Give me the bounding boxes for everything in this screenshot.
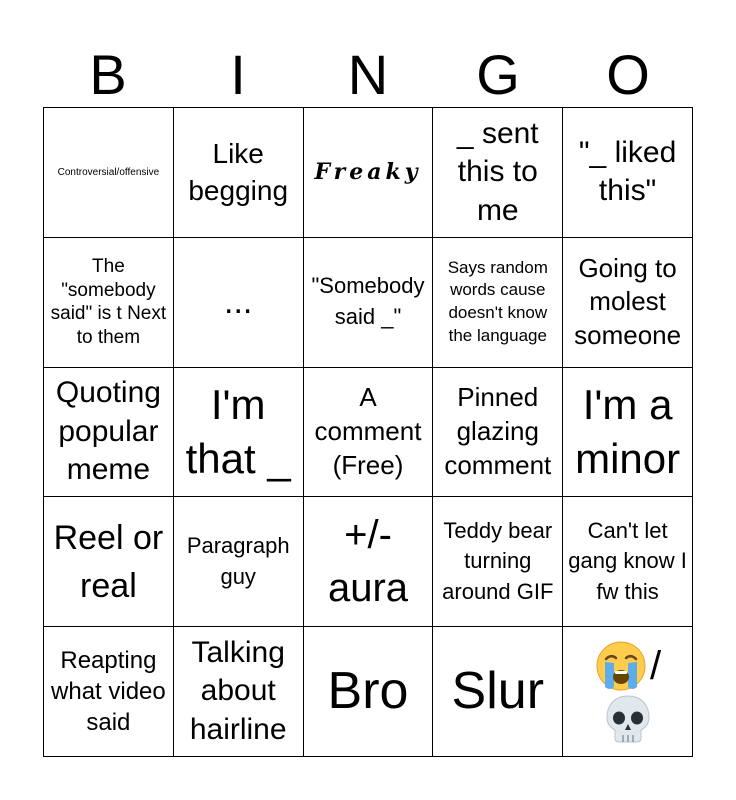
bingo-cell[interactable] [44, 497, 174, 627]
cell-text: _ sent this to me [456, 116, 539, 227]
cell-text: Bro [327, 662, 409, 720]
header-letter-g: G [476, 43, 520, 106]
cell-text: Going to molest someone [574, 252, 682, 351]
cell-text: Can't let gang know I fw this [568, 517, 687, 605]
cell-text: Pinned glazing comment [444, 382, 552, 480]
bingo-cell[interactable] [44, 627, 174, 757]
bingo-cell[interactable] [304, 497, 434, 627]
bingo-cell[interactable] [44, 368, 174, 498]
cell-text: Slur [451, 662, 545, 720]
emoji-top-row [594, 639, 661, 693]
bingo-cell[interactable] [44, 238, 174, 368]
emoji-cell-content [594, 639, 661, 745]
bingo-cell[interactable] [174, 368, 304, 498]
cell-text: / [650, 643, 662, 688]
cell-text: Like begging [188, 137, 289, 207]
bingo-cell[interactable] [563, 497, 693, 627]
header-letter-b: B [89, 43, 127, 106]
cell-text: Controversial/offensive [57, 166, 160, 178]
cell-text: "Somebody said _" [311, 273, 425, 330]
bingo-cell[interactable] [433, 627, 563, 757]
cell-text: Paragraph guy [186, 532, 290, 589]
bingo-cell[interactable] [433, 368, 563, 498]
bingo-cell[interactable] [304, 368, 434, 498]
bingo-cell[interactable] [44, 108, 174, 238]
bingo-cell[interactable] [304, 238, 434, 368]
cell-text: "_ liked this" [578, 136, 677, 208]
bingo-cell[interactable] [304, 108, 434, 238]
loudly-crying-face-icon [594, 639, 648, 693]
header-letter-o: O [606, 43, 650, 106]
cell-text: Talking about hairline [189, 636, 287, 746]
cell-text: ... [224, 283, 253, 322]
bingo-cell[interactable] [563, 108, 693, 238]
cell-text: Freaky [314, 158, 422, 185]
cell-text: Teddy bear turning around GIF [442, 517, 554, 605]
bingo-cell[interactable] [433, 108, 563, 238]
bingo-cell[interactable] [563, 238, 693, 368]
bingo-cell[interactable] [174, 238, 304, 368]
bingo-cell[interactable] [433, 238, 563, 368]
cell-text: Says random words cause doesn't know the language [447, 257, 548, 345]
cell-text: I'm a minor [575, 381, 681, 482]
bingo-grid [43, 107, 693, 757]
cell-text: Reapting what video said [51, 646, 166, 737]
header-letter-i: I [230, 43, 246, 106]
bingo-cell[interactable] [304, 627, 434, 757]
bingo-header [43, 42, 693, 108]
cell-text: +/- aura [327, 512, 409, 610]
bingo-cell[interactable] [174, 627, 304, 757]
bingo-cell[interactable] [433, 497, 563, 627]
header-letter-n: N [347, 43, 389, 106]
bingo-cell[interactable] [174, 108, 304, 238]
cell-text: Quoting popular meme [55, 376, 161, 487]
cell-text: Reel or real [53, 518, 164, 605]
cell-text: A comment (Free) [314, 382, 422, 480]
bingo-cell[interactable] [174, 497, 304, 627]
cell-text: I'm that _ [185, 381, 291, 482]
skull-icon [603, 693, 653, 745]
bingo-cell[interactable] [563, 368, 693, 498]
cell-text: The "somebody said" is t Next to them [50, 256, 167, 348]
bingo-cell[interactable] [563, 627, 693, 757]
